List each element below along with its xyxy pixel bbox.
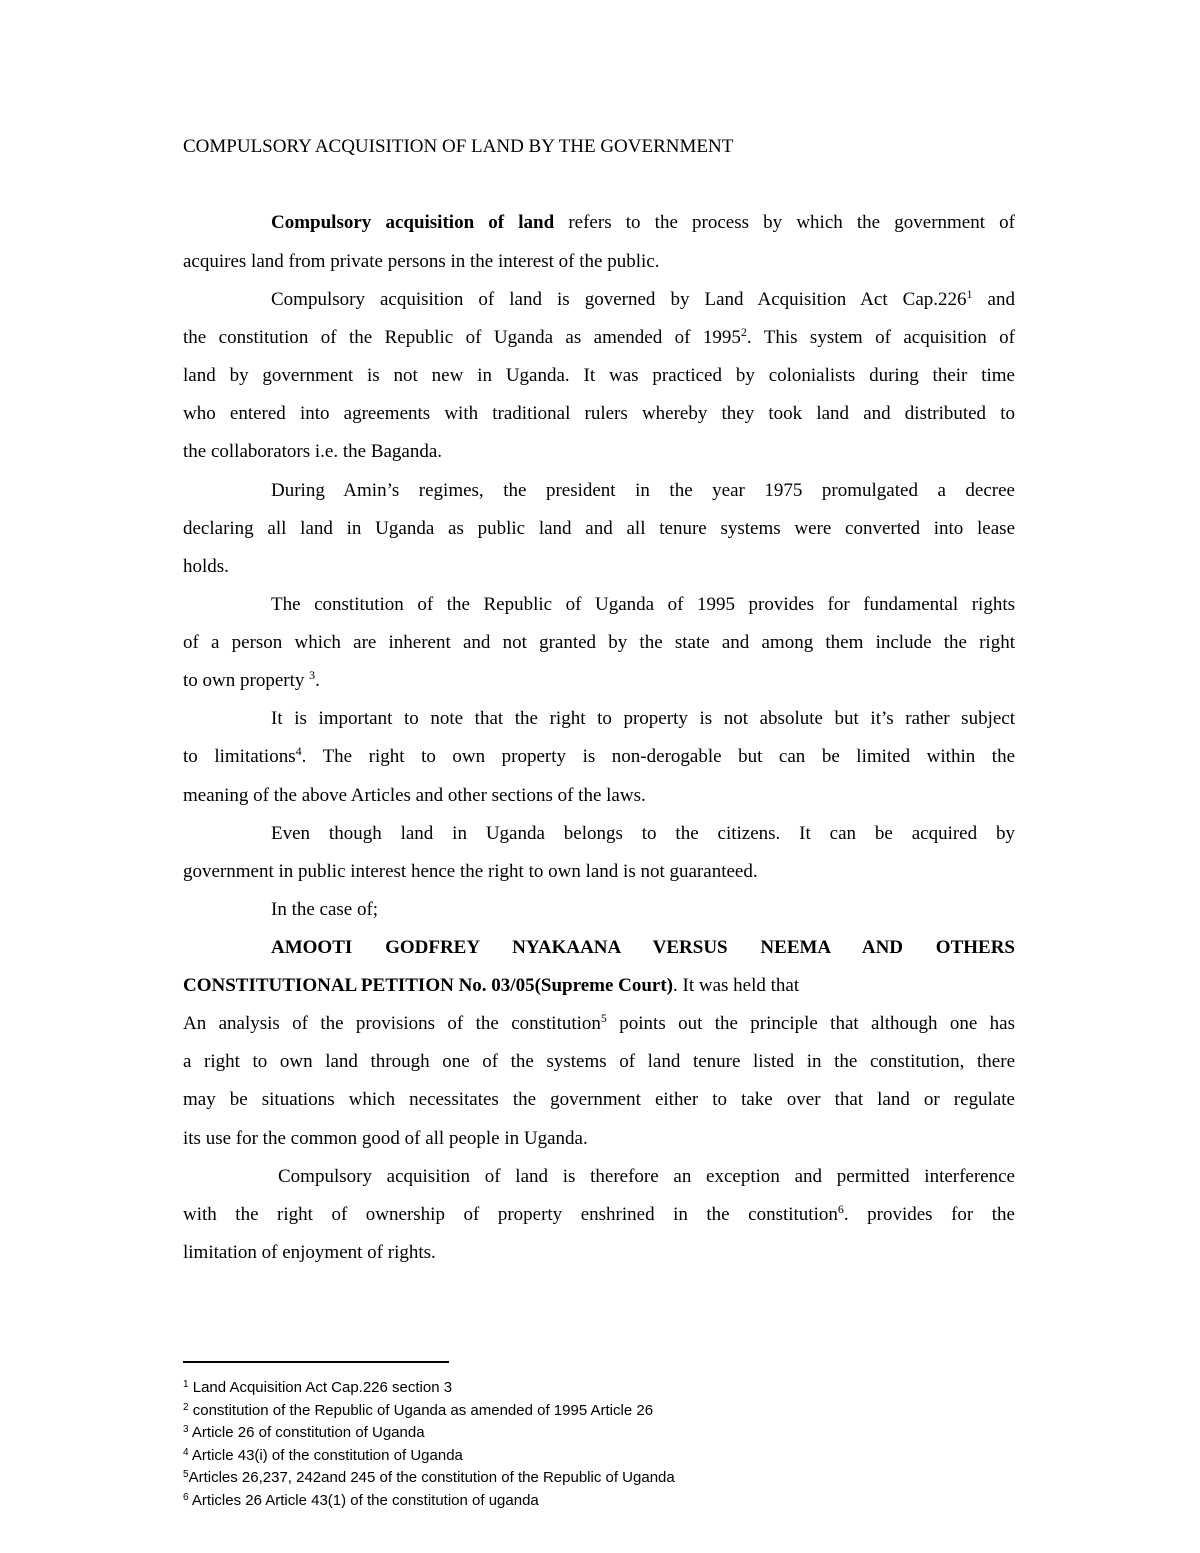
- paragraph-3-line: holds.: [183, 556, 229, 577]
- paragraph-1-line: Compulsory acquisition of land refers to the process by which the government of: [271, 212, 1015, 233]
- paragraph-8-line: its use for the common good of all people in Uganda.: [183, 1128, 588, 1149]
- paragraph-8-line: An analysis of the provisions of the constitution$^5$ points out the principle that although one has: [183, 1011, 1016, 1034]
- definition-term: Compulsory acquisition of land: [271, 212, 555, 233]
- paragraph-1-line: acquires land from private persons in the interest of the public.: [183, 251, 660, 272]
- paragraph-5-line: to limitations$^4$. The right to own property is non-derogable but can be limited within the: [183, 744, 1015, 767]
- paragraph-9-line: with the right of ownership of property enshrined in the constitution$^6$. provides for the: [183, 1202, 1015, 1225]
- paragraph-3-line: During Amin’s regimes, the president in the year 1975 promulgated a decree: [271, 480, 1015, 501]
- footnote: $^4$ Article 43(i) of the constitution of Uganda: [183, 1447, 463, 1464]
- case-citation: CONSTITUTIONAL PETITION No. 03/05(Supreme Court). It was held that: [183, 975, 800, 996]
- footnote: $^1$ Land Acquisition Act Cap.226 section 3: [183, 1379, 453, 1396]
- footnote-ref: 4: [295, 744, 302, 758]
- paragraph-9-line: Compulsory acquisition of land is therefore an exception and permitted interference: [278, 1166, 1015, 1187]
- paragraph-4-line: to own property $^3$.: [183, 668, 320, 691]
- footnote: $^5$Articles 26,237, 242and 245 of the constitution of the Republic of Uganda: [183, 1469, 675, 1486]
- footnote-separator: [183, 1361, 449, 1363]
- paragraph-5-line: meaning of the above Articles and other sections of the laws.: [183, 785, 646, 806]
- paragraph-8-line: may be situations which necessitates the government either to take over that land or regulate: [183, 1089, 1015, 1110]
- footnote: $^2$ constitution of the Republic of Uganda as amended of 1995 Article 26: [183, 1402, 654, 1419]
- footnote-ref: 3: [309, 668, 316, 682]
- paragraph-2-line: the constitution of the Republic of Uganda as amended of 1995$^2$. This system of acquisition of: [183, 325, 1015, 348]
- footnote-ref: 1: [966, 287, 973, 301]
- footnote: $^6$ Articles 26 Article 43(1) of the constitution of uganda: [183, 1492, 539, 1509]
- paragraph-6-line: government in public interest hence the right to own land is not guaranteed.: [183, 861, 758, 882]
- case-title: AMOOTI GODFREY NYAKAANA VERSUS NEEMA AND OTHERS: [271, 937, 1015, 958]
- paragraph-8-line: a right to own land through one of the systems of land tenure listed in the constitution, there: [183, 1051, 1015, 1072]
- paragraph-4-line: The constitution of the Republic of Uganda of 1995 provides for fundamental rights: [271, 594, 1015, 615]
- footnote-ref: 6: [837, 1202, 844, 1216]
- paragraph-2-line: land by government is not new in Uganda. It was practiced by colonialists during their time: [183, 365, 1015, 386]
- paragraph-5-line: It is important to note that the right to property is not absolute but it’s rather subject: [271, 708, 1015, 729]
- footnote-ref: 5: [600, 1011, 607, 1025]
- paragraph-9-line: limitation of enjoyment of rights.: [183, 1242, 436, 1263]
- paragraph-7-line: In the case of;: [271, 899, 379, 920]
- footnote-ref: 2: [740, 325, 747, 339]
- footnote: $^3$ Article 26 of constitution of Uganda: [183, 1424, 425, 1441]
- document-title: COMPULSORY ACQUISITION OF LAND BY THE GOVERNMENT: [183, 136, 734, 157]
- paragraph-4-line: of a person which are inherent and not granted by the state and among them include the right: [183, 632, 1015, 653]
- paragraph-3-line: declaring all land in Uganda as public land and all tenure systems were converted into lease: [183, 518, 1015, 539]
- paragraph-2-line: the collaborators i.e. the Baganda.: [183, 441, 443, 462]
- paragraph-6-line: Even though land in Uganda belongs to the citizens. It can be acquired by: [271, 823, 1015, 844]
- paragraph-2-line: who entered into agreements with traditional rulers whereby they took land and distributed to: [183, 403, 1015, 424]
- paragraph-2-line: Compulsory acquisition of land is governed by Land Acquisition Act Cap.226$^1$ and: [271, 287, 1015, 310]
